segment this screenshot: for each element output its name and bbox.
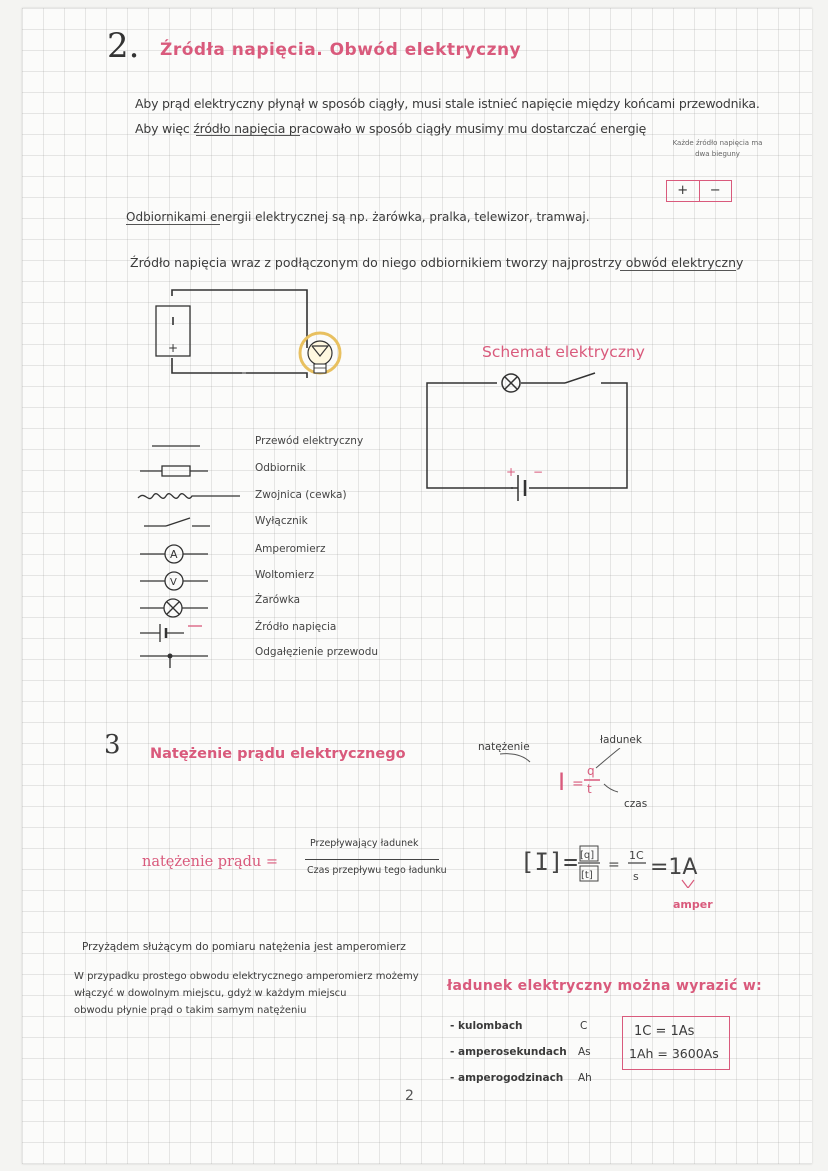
schemat-minus: − [533,465,544,479]
unit-result: =1A [650,855,698,880]
label-amper: amper [673,898,713,911]
voltmeter-letter: V [170,577,177,588]
paragraph-3: Odbiornikami energii elektrycznej są np. żarówka, pralka, telewizor, tramwaj. [126,210,590,224]
underline-zrodlo [196,135,300,136]
battery-minus: − [709,183,721,198]
conversion-1: 1C = 1As [634,1024,695,1039]
legend-item-7: Źródło napięcia [255,621,337,633]
unit-equation [578,838,718,888]
formula-i-q-t [500,748,640,808]
paragraph-4: Źródło napięcia wraz z podłączonym do niego odbiornikiem tworzy najprostrzy obwód elektryczny [130,255,744,270]
unit-I-lhs: [I]= [520,848,578,876]
legend-item-5: Woltomierz [255,569,315,581]
legend-item-0: Przewód elektryczny [255,435,364,447]
bulb-icon [300,333,340,373]
unit-C: 1C [629,849,644,862]
notebook-page [22,8,812,1164]
label-ladunek: ładunek [600,734,642,746]
underline-odbiornikami [126,224,220,225]
battery-diagram [666,180,732,202]
label-czas: czas [624,798,648,810]
eq-t: t [587,782,592,796]
section-3-number: 3 [104,730,121,760]
underline-obwod [620,270,736,271]
unit-symbol-0: C [580,1020,588,1032]
section-2-title: Źródła napięcia. Obwód elektryczny [160,40,522,60]
unit-t: [t] [581,870,593,881]
eq-equals: = [572,776,584,792]
conversion-2: 1Ah = 3600As [629,1046,719,1061]
section-2-number: 2. [107,26,140,66]
eq-q: q [587,764,595,778]
page-number: 2 [405,1088,414,1104]
legend-item-1: Odbiornik [255,462,306,474]
circuit-plus: + [168,341,179,355]
coil-symbol [138,494,240,499]
unit-symbol-2: Ah [578,1072,592,1084]
legend-item-8: Odgałęzienie przewodu [255,646,379,658]
unit-equals: = [608,857,620,873]
legend-item-4: Amperomierz [255,543,326,555]
paragraph-1: Aby prąd elektryczny płynął w sposób ciągły, musi stale istnieć napięcie między końcami przewodnika. [135,96,760,111]
unit-q: [q] [580,850,595,861]
przyrzad-text: Przyżądem służącym do pomiaru natężenia jest amperomierz [82,941,406,953]
unit-symbol-1: As [578,1046,591,1058]
battery-plus: + [667,181,700,201]
label-natezenie: natężenie [478,741,530,753]
unit-name-2: - amperogodzinach [450,1072,564,1084]
schemat-label: Schemat elektryczny [482,343,645,361]
formula-fraction-line [305,859,439,860]
unit-name-0: - kulombach [450,1020,523,1032]
formula-denominator: Czas przepływu tego ładunku [307,865,447,876]
eq-I: I [558,768,566,796]
wprzypadku-line-1: W przypadku prostego obwodu elektrycznego amperomierz możemy [74,971,419,982]
unit-s: s [633,870,639,883]
simple-circuit-drawing [142,278,362,398]
paragraph-2: Aby więc źródło napięcia pracowało w sposób ciągły musimy mu dostarczać energię [135,121,647,136]
legend-item-3: Wyłącznik [255,515,308,527]
side-note: Każde źródło napięcia ma dwa bieguny [672,139,763,158]
unit-name-1: - amperosekundach [450,1046,567,1058]
schemat-plus: + [506,465,517,479]
ladunek-header: ładunek elektryczny można wyrazić w: [447,978,763,994]
wprzypadku-line-2: włączyć w dowolnym miejscu, gdyż w każdym miejscu [74,988,347,999]
ammeter-letter: A [170,548,178,561]
section-3-title: Natężenie prądu elektrycznego [150,746,406,762]
formula-numerator: Przepływający ładunek [310,838,419,849]
legend-item-2: Zwojnica (cewka) [255,489,347,501]
legend-symbols [130,436,245,668]
wprzypadku-line-3: obwodu płynie prąd o takim samym natężeniu [74,1005,307,1016]
schematic-circuit [417,363,642,503]
legend-item-6: Żarówka [255,594,301,606]
formula-label: natężenie prądu = [142,854,279,870]
